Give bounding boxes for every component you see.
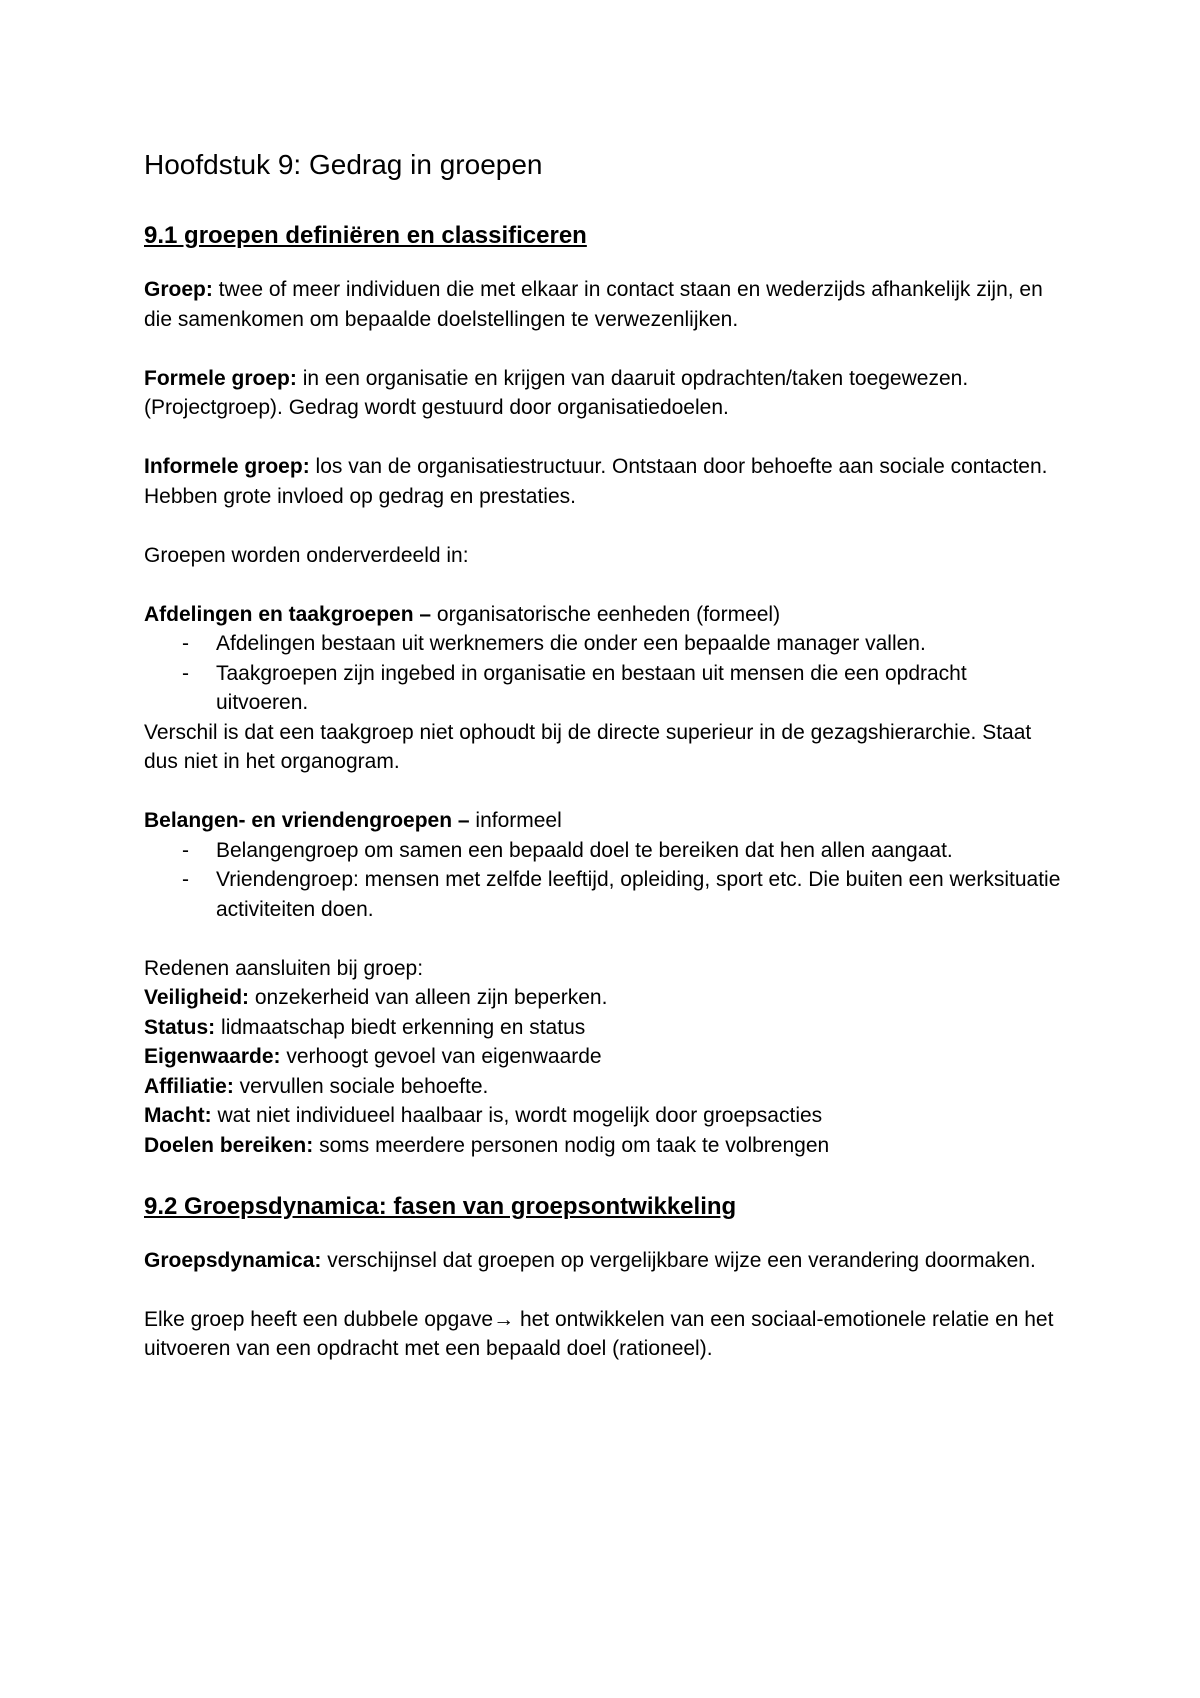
term-belangen: Belangen- en vriendengroepen –	[144, 809, 470, 832]
reason-item	[144, 1101, 1064, 1131]
reason-text: soms meerdere personen nodig om taak te volbrengen	[313, 1133, 830, 1157]
reason-item	[144, 1072, 1064, 1102]
definition-informele-groep	[144, 452, 1064, 511]
afdelingen-bullet-list	[144, 629, 1064, 718]
reason-item	[144, 1042, 1064, 1072]
definition-informele-groep-text: los van de organisatiestructuur. Ontstaan door behoefte aan sociale contacten. Hebben grote invloed op gedrag en prestaties.	[144, 455, 1048, 508]
reason-text: onzekerheid van alleen zijn beperken.	[249, 986, 608, 1009]
list-item	[144, 629, 1064, 659]
term-groepsdynamica: Groepsdynamica:	[144, 1248, 322, 1272]
dubbele-opgave-paragraph: Elke groep heeft een dubbele opgave→ het ontwikkelen van een sociaal-emotionele relatie en het uitvoeren van een opdracht met een bepaald doel (rationeel).	[144, 1307, 1054, 1360]
reason-term: Affiliatie:	[144, 1074, 234, 1098]
term-groep: Groep:	[144, 278, 213, 301]
belangen-bullet-list	[144, 836, 1064, 925]
definition-formele-groep	[144, 364, 1064, 423]
reason-text: verhoogt gevoel van eigenwaarde	[280, 1045, 602, 1068]
reason-item	[144, 1013, 1064, 1043]
term-afdelingen: Afdelingen en taakgroepen –	[144, 602, 432, 626]
afdelingen-note: Verschil is dat een taakgroep niet ophoudt bij de directe superieur in de gezagshierarchie. Staat dus niet in het organogram.	[144, 720, 1032, 773]
reason-item	[144, 1131, 1064, 1161]
dash-bullet-icon: -	[182, 868, 189, 891]
list-item	[144, 865, 1064, 924]
list-item-text: Afdelingen bestaan uit werknemers die onder een bepaalde manager vallen.	[216, 632, 926, 655]
reason-term: Doelen bereiken:	[144, 1133, 314, 1157]
dash-bullet-icon: -	[182, 632, 189, 655]
term-informele-groep: Informele groep:	[144, 455, 310, 478]
list-item-text: Belangengroep om samen een bepaald doel te bereiken dat hen allen aangaat.	[216, 838, 953, 862]
list-item-text: Taakgroepen zijn ingebed in organisatie en bestaan uit mensen die een opdracht uitvoeren.	[216, 661, 967, 714]
reasons-list	[144, 954, 1064, 1161]
term-formele-groep: Formele groep:	[144, 366, 297, 390]
definition-groep	[144, 275, 1064, 334]
section-heading-9-1: 9.1 groepen definiëren en classificeren	[144, 222, 587, 249]
reason-term: Status:	[144, 1015, 216, 1039]
definition-groepsdynamica	[144, 1246, 1064, 1276]
reason-term: Veiligheid:	[144, 986, 250, 1009]
definition-formele-groep-text: in een organisatie en krijgen van daaruit opdrachten/taken toegewezen. (Projectgroep). Gedrag wordt gestuurd door organisatiedoelen.	[144, 366, 969, 419]
document-content	[144, 145, 1064, 1393]
category-belangen	[144, 806, 1064, 836]
definition-groepsdynamica-text: verschijnsel dat groepen op vergelijkbare wijze een verandering doormaken.	[321, 1248, 1036, 1272]
definition-groep-text: twee of meer individuen die met elkaar in contact staan en wederzijds afhankelijk zijn, en die samenkomen om bepaalde doelstellingen te verwezenlijken.	[144, 278, 1043, 331]
category-afdelingen-text: organisatorische eenheden (formeel)	[431, 602, 781, 626]
reasons-intro: Redenen aansluiten bij groep:	[144, 956, 424, 980]
reason-term: Macht:	[144, 1104, 212, 1127]
dash-bullet-icon: -	[182, 661, 189, 685]
category-belangen-text: informeel	[469, 809, 562, 832]
list-item	[144, 659, 1064, 718]
category-afdelingen	[144, 600, 1064, 630]
section-heading-9-2: 9.2 Groepsdynamica: fasen van groepsontwikkeling	[144, 1192, 737, 1220]
list-item-text: Vriendengroep: mensen met zelfde leeftijd, opleiding, sport etc. Die buiten een werksituatie activiteiten doen.	[216, 868, 1061, 921]
list-item	[144, 836, 1064, 866]
subdivision-intro: Groepen worden onderverdeeld in:	[144, 543, 469, 567]
page-title: Hoofdstuk 9: Gedrag in groepen	[144, 149, 543, 180]
reason-term: Eigenwaarde:	[144, 1045, 281, 1068]
reason-text: lidmaatschap biedt erkenning en status	[215, 1015, 586, 1039]
reason-item	[144, 983, 1064, 1013]
reason-text: vervullen sociale behoefte.	[233, 1074, 489, 1098]
reason-text: wat niet individueel haalbaar is, wordt mogelijk door groepsacties	[211, 1104, 823, 1127]
dash-bullet-icon: -	[182, 838, 189, 862]
